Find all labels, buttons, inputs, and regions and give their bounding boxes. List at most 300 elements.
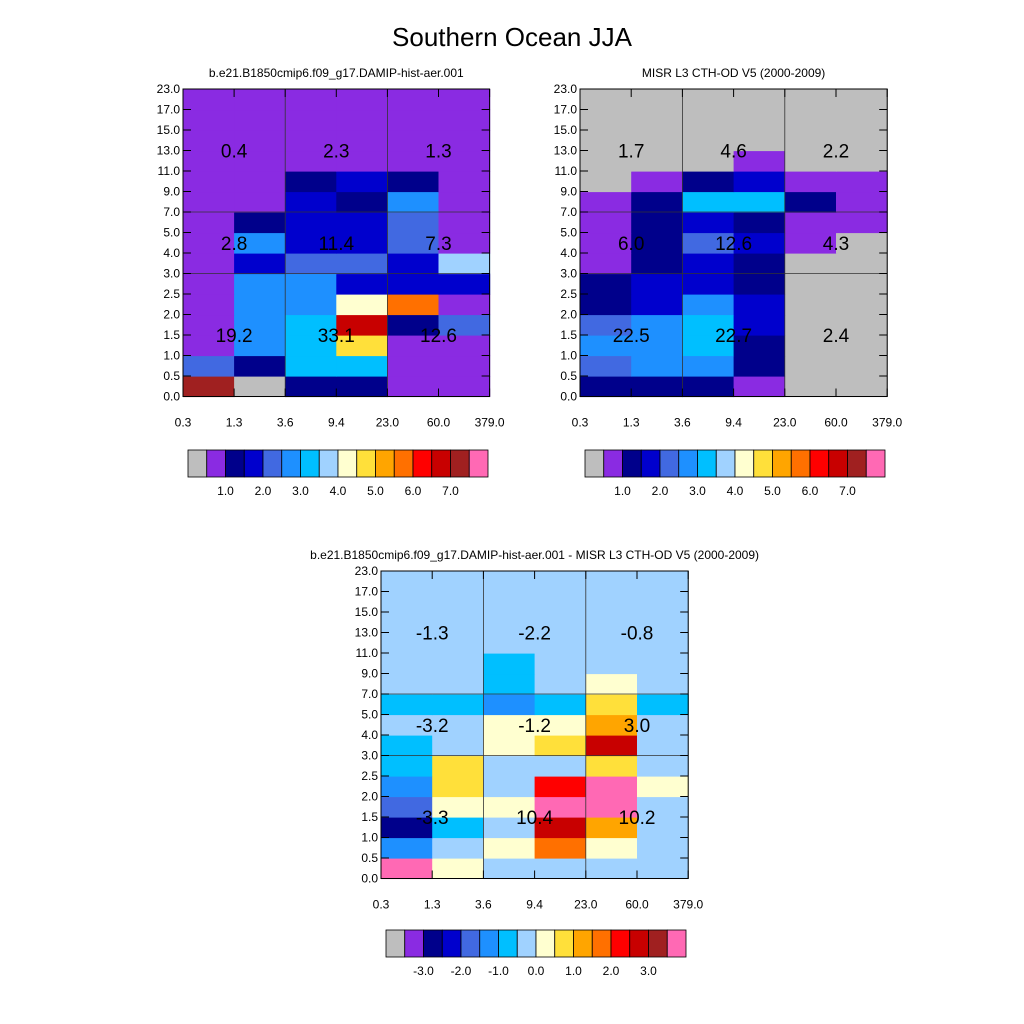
colorbar-label: 5.0 <box>764 484 781 498</box>
colorbar-swatch <box>555 930 574 957</box>
group-value-label: 2.3 <box>323 141 350 163</box>
heatmap-cell <box>432 674 484 695</box>
heatmap-cell <box>234 89 286 110</box>
heatmap-cell <box>637 592 689 613</box>
group-value-label: 6.0 <box>617 233 645 255</box>
x-tick-label: 0.3 <box>174 415 192 430</box>
heatmap-cell <box>580 171 632 192</box>
colorbar-swatch <box>829 450 848 477</box>
y-tick-label: 15.0 <box>354 605 378 619</box>
heatmap-cell <box>836 89 888 110</box>
heatmap-cell <box>631 294 683 315</box>
heatmap-cell <box>535 653 587 674</box>
colorbar-swatch <box>517 930 536 957</box>
heatmap-cell <box>439 253 491 274</box>
heatmap-cell <box>631 110 683 131</box>
heatmap-cell <box>183 376 235 397</box>
heatmap-cell <box>785 274 837 295</box>
colorbar-label: 6.0 <box>404 484 422 498</box>
heatmap-cell <box>234 294 286 315</box>
heatmap-cell <box>785 253 837 274</box>
group-value-label: 7.3 <box>425 233 452 255</box>
heatmap-cell <box>183 212 235 233</box>
heatmap-cell <box>785 192 837 213</box>
heatmap-cell <box>234 110 286 131</box>
heatmap-cell <box>432 694 484 715</box>
heatmap-cell <box>234 192 286 213</box>
heatmap-cell <box>285 356 337 377</box>
y-tick-label: 17.0 <box>553 102 577 117</box>
panel-title: b.e21.B1850cmip6.f09_g17.DAMIP-hist-aer.001 - MISR L3 CTH-OD V5 (2000-2009) <box>310 548 760 562</box>
y-tick-label: 9.0 <box>560 184 577 199</box>
heatmap-cell <box>483 858 535 879</box>
x-tick-label: 60.0 <box>625 897 649 912</box>
y-tick-label: 9.0 <box>361 666 378 681</box>
heatmap-cell <box>183 171 235 192</box>
heatmap-cell <box>336 171 388 192</box>
heatmap-cell <box>285 212 337 233</box>
colorbar-swatch <box>207 450 226 477</box>
heatmap-cell <box>637 776 689 797</box>
y-tick-label: 5.0 <box>361 707 378 722</box>
y-tick-label: 3.0 <box>560 266 577 281</box>
heatmap-cell <box>439 376 491 397</box>
colorbar-swatch <box>188 450 207 477</box>
colorbar-swatch <box>630 930 649 957</box>
heatmap-cell <box>580 110 632 131</box>
y-tick-label: 0.0 <box>163 389 180 404</box>
colorbar-swatch <box>461 930 480 957</box>
heatmap-cell <box>535 674 587 695</box>
panel-title: MISR L3 CTH-OD V5 (2000-2009) <box>641 66 826 80</box>
heatmap-cell <box>483 776 535 797</box>
y-tick-label: 7.0 <box>163 205 180 219</box>
heatmap-cell <box>580 89 632 110</box>
heatmap-cell <box>483 653 535 674</box>
group-value-label: 22.5 <box>612 326 650 347</box>
colorbar-swatch <box>413 450 432 477</box>
colorbar-swatch <box>282 450 301 477</box>
colorbar-label: 1.0 <box>614 484 631 498</box>
heatmap-cell <box>432 858 484 879</box>
colorbar-label: 5.0 <box>367 484 384 498</box>
x-tick-label: 60.0 <box>426 415 451 430</box>
y-tick-label: 7.0 <box>361 687 378 701</box>
y-tick-label: 17.0 <box>354 584 378 599</box>
group-value-label: 0.4 <box>220 141 248 163</box>
colorbar-label: 3.0 <box>292 484 309 498</box>
group-value-label: -2.2 <box>518 623 551 645</box>
y-tick-label: 1.5 <box>560 328 577 342</box>
heatmap-cell <box>439 171 491 192</box>
colorbar-swatch <box>791 450 810 477</box>
y-tick-label: 23.0 <box>354 564 378 578</box>
colorbar-label: 6.0 <box>801 484 819 498</box>
y-tick-label: 3.0 <box>163 266 180 281</box>
y-tick-label: 0.5 <box>560 369 577 383</box>
x-tick-label: 1.3 <box>225 415 243 430</box>
heatmap-cell <box>336 192 388 213</box>
group-value-label: 2.4 <box>822 326 850 347</box>
colorbar-label: 3.0 <box>689 484 706 498</box>
colorbar-swatch <box>499 930 518 957</box>
heatmap-cell <box>387 89 439 110</box>
colorbar-swatch <box>432 450 451 477</box>
heatmap-cell <box>580 274 632 295</box>
group-value-label: -3.3 <box>415 808 449 829</box>
colorbar-swatch <box>451 450 470 477</box>
x-tick-label: 9.4 <box>725 415 742 430</box>
colorbar-swatch <box>773 450 792 477</box>
heatmap-cell <box>586 571 638 592</box>
x-tick-label: 23.0 <box>375 415 400 430</box>
y-tick-label: 0.5 <box>361 851 378 865</box>
heatmap-cell <box>381 694 433 715</box>
colorbar-label: -2.0 <box>450 964 472 978</box>
group-value-label: 4.6 <box>720 141 747 163</box>
heatmap-cell <box>734 212 786 233</box>
heatmap-cell <box>183 110 235 131</box>
heatmap-cell <box>483 756 535 777</box>
heatmap-cell <box>637 756 689 777</box>
group-value-label: 10.4 <box>516 808 554 829</box>
heatmap-cell <box>387 192 439 213</box>
heatmap-cell <box>285 294 337 315</box>
heatmap-cell <box>432 592 484 613</box>
heatmap-cell <box>580 294 632 315</box>
panel-obs <box>554 66 903 498</box>
heatmap-cell <box>586 694 638 715</box>
heatmap-cell <box>387 376 439 397</box>
heatmap-cell <box>580 376 632 397</box>
y-tick-label: 3.0 <box>361 748 378 763</box>
heatmap-cell <box>336 89 388 110</box>
colorbar-swatch <box>357 450 376 477</box>
heatmap-cell <box>285 171 337 192</box>
colorbar-swatch <box>866 450 885 477</box>
colorbar-label: 0.0 <box>527 964 545 978</box>
y-tick-label: 15.0 <box>553 123 577 137</box>
heatmap-cell <box>285 274 337 295</box>
heatmap-cell <box>285 89 337 110</box>
group-value-label: 12.6 <box>715 233 753 255</box>
colorbar-label: 7.0 <box>442 484 459 498</box>
colorbar-label: 4.0 <box>726 484 744 498</box>
colorbar-swatch <box>469 450 488 477</box>
heatmap-cell <box>734 89 786 110</box>
heatmap-cell <box>387 212 439 233</box>
heatmap-cell <box>836 110 888 131</box>
group-value-label: 3.0 <box>623 715 651 737</box>
heatmap-cell <box>580 356 632 377</box>
heatmap-cell <box>381 674 433 695</box>
heatmap-cell <box>631 274 683 295</box>
heatmap-cell <box>631 253 683 274</box>
heatmap-cell <box>785 171 837 192</box>
y-tick-label: 0.0 <box>560 389 577 404</box>
colorbar-swatch <box>611 930 630 957</box>
colorbar-label: 4.0 <box>329 484 347 498</box>
heatmap-cell <box>387 253 439 274</box>
figure-title: Southern Ocean JJA <box>392 22 632 52</box>
colorbar-swatch <box>263 450 282 477</box>
x-tick-label: 379.0 <box>673 897 704 912</box>
colorbar-swatch <box>338 450 357 477</box>
heatmap-cell <box>682 212 734 233</box>
heatmap-cell <box>637 858 689 879</box>
heatmap-cell <box>336 212 388 233</box>
x-tick-label: 0.3 <box>571 415 589 430</box>
heatmap-cell <box>785 294 837 315</box>
panel-model <box>157 66 505 498</box>
colorbar-swatch <box>592 930 611 957</box>
heatmap-cell <box>682 253 734 274</box>
x-tick-label: 60.0 <box>824 415 848 430</box>
heatmap-cell <box>439 89 491 110</box>
heatmap-cell <box>836 212 888 233</box>
colorbar-swatch <box>679 450 698 477</box>
panel-title: b.e21.B1850cmip6.f09_g17.DAMIP-hist-aer.001 <box>208 66 464 80</box>
y-tick-label: 5.0 <box>163 225 180 240</box>
heatmap-cell <box>734 192 786 213</box>
heatmap-cell <box>586 838 638 859</box>
y-tick-label: 1.5 <box>163 328 180 342</box>
group-value-label: -3.2 <box>415 715 449 737</box>
heatmap-cell <box>682 294 734 315</box>
heatmap-cell <box>285 376 337 397</box>
group-value-label: -1.2 <box>518 715 551 737</box>
heatmap-cell <box>381 838 433 859</box>
heatmap-cell <box>586 756 638 777</box>
heatmap-cell <box>631 376 683 397</box>
heatmap-cell <box>734 376 786 397</box>
heatmap-cell <box>336 253 388 274</box>
y-tick-label: 2.0 <box>163 307 180 322</box>
y-tick-label: 11.0 <box>554 164 577 178</box>
colorbar-swatch <box>480 930 499 957</box>
heatmap-cell <box>637 694 689 715</box>
heatmap-cell <box>234 253 286 274</box>
heatmap-cell <box>183 294 235 315</box>
x-tick-label: 1.3 <box>423 897 441 912</box>
x-tick-label: 9.4 <box>327 415 345 430</box>
y-tick-label: 17.0 <box>156 102 180 117</box>
y-tick-label: 0.0 <box>361 871 378 886</box>
heatmap-cell <box>183 253 235 274</box>
y-tick-label: 15.0 <box>156 123 180 137</box>
heatmap-cell <box>183 89 235 110</box>
panel-difference <box>310 548 759 978</box>
heatmap-cell <box>234 212 286 233</box>
group-value-label: 11.4 <box>318 233 355 255</box>
heatmap-cell <box>535 858 587 879</box>
heatmap-cell <box>387 171 439 192</box>
heatmap-cell <box>836 253 888 274</box>
heatmap-cell <box>285 110 337 131</box>
heatmap-cell <box>439 356 491 377</box>
group-value-label: 1.3 <box>425 141 452 163</box>
heatmap-cell <box>535 838 587 859</box>
colorbar-swatch <box>716 450 735 477</box>
colorbar-swatch <box>604 450 623 477</box>
colorbar-swatch <box>698 450 717 477</box>
heatmap-cell <box>234 376 286 397</box>
heatmap-cell <box>637 674 689 695</box>
heatmap-cell <box>535 735 587 756</box>
y-tick-label: 1.5 <box>361 810 378 824</box>
y-tick-label: 1.0 <box>361 830 378 845</box>
heatmap-cell <box>586 653 638 674</box>
heatmap-cell <box>682 356 734 377</box>
y-tick-label: 13.0 <box>354 625 378 640</box>
colorbar-swatch <box>848 450 867 477</box>
x-tick-label: 9.4 <box>526 897 543 912</box>
heatmap-cell <box>836 376 888 397</box>
heatmap-cell <box>387 274 439 295</box>
heatmap-cell <box>586 858 638 879</box>
heatmap-cell <box>336 110 388 131</box>
heatmap-cell <box>483 674 535 695</box>
heatmap-cell <box>336 294 388 315</box>
y-tick-label: 2.5 <box>163 287 180 301</box>
y-tick-label: 2.5 <box>361 769 378 783</box>
heatmap-cell <box>785 356 837 377</box>
y-tick-label: 5.0 <box>560 225 577 240</box>
colorbar-swatch <box>405 930 424 957</box>
colorbar-swatch <box>660 450 679 477</box>
colorbar-swatch <box>641 450 660 477</box>
y-tick-label: 11.0 <box>355 646 378 660</box>
group-value-label: 2.8 <box>220 233 248 255</box>
heatmap-cell <box>285 253 337 274</box>
colorbar-swatch <box>442 930 461 957</box>
heatmap-cell <box>682 192 734 213</box>
heatmap-cell <box>785 212 837 233</box>
colorbar-swatch <box>536 930 555 957</box>
heatmap-cell <box>336 274 388 295</box>
group-value-label: 2.2 <box>822 141 850 163</box>
colorbar-swatch <box>735 450 754 477</box>
heatmap-cell <box>439 110 491 131</box>
y-tick-label: 23.0 <box>553 82 577 96</box>
group-value-label: 33.1 <box>317 326 355 347</box>
group-value-label: 1.7 <box>617 141 645 163</box>
x-tick-label: 379.0 <box>474 415 505 430</box>
heatmap-cell <box>836 356 888 377</box>
colorbar-label: 1.0 <box>217 484 234 498</box>
colorbar-swatch <box>623 450 642 477</box>
colorbar-swatch <box>376 450 395 477</box>
heatmap-cell <box>432 653 484 674</box>
y-tick-label: 1.0 <box>163 348 180 363</box>
heatmap-cell <box>432 838 484 859</box>
group-value-label: 10.2 <box>618 808 656 829</box>
heatmap-cell <box>580 192 632 213</box>
heatmap-cell <box>836 171 888 192</box>
heatmap-cell <box>631 212 683 233</box>
colorbar-swatch <box>424 930 443 957</box>
y-tick-label: 4.0 <box>560 246 577 260</box>
group-value-label: -1.3 <box>415 623 449 645</box>
x-tick-label: 3.6 <box>674 415 691 430</box>
heatmap-cell <box>682 110 734 131</box>
heatmap-cell <box>483 592 535 613</box>
colorbar-swatch <box>244 450 263 477</box>
heatmap-cell <box>586 735 638 756</box>
x-tick-label: 3.6 <box>475 897 492 912</box>
heatmap-cell <box>381 571 433 592</box>
heatmap-cell <box>734 171 786 192</box>
y-tick-label: 4.0 <box>163 246 180 260</box>
y-tick-label: 13.0 <box>553 143 577 158</box>
heatmap-cell <box>682 171 734 192</box>
heatmap-cell <box>432 735 484 756</box>
y-tick-label: 1.0 <box>560 348 577 363</box>
colorbar-label: -1.0 <box>488 964 509 978</box>
heatmap-cell <box>586 776 638 797</box>
heatmap-cell <box>682 89 734 110</box>
heatmap-cell <box>285 192 337 213</box>
heatmap-cell <box>785 110 837 131</box>
y-tick-label: 11.0 <box>157 164 180 178</box>
heatmap-cell <box>580 253 632 274</box>
colorbar-label: 1.0 <box>565 964 582 978</box>
heatmap-cell <box>483 735 535 756</box>
group-value-label: 22.7 <box>715 326 753 347</box>
x-tick-label: 3.6 <box>276 415 294 430</box>
heatmap-cell <box>836 274 888 295</box>
heatmap-cell <box>734 253 786 274</box>
heatmap-cell <box>381 653 433 674</box>
x-tick-label: 23.0 <box>773 415 797 430</box>
x-tick-label: 1.3 <box>622 415 640 430</box>
heatmap-cell <box>586 674 638 695</box>
y-tick-label: 2.0 <box>361 789 378 804</box>
y-tick-label: 2.0 <box>560 307 577 322</box>
heatmap-cell <box>183 192 235 213</box>
heatmap-cell <box>631 356 683 377</box>
heatmap-cell <box>336 376 388 397</box>
colorbar-label: 2.0 <box>602 964 620 978</box>
colorbar-swatch <box>319 450 338 477</box>
heatmap-cell <box>637 653 689 674</box>
group-value-label: 19.2 <box>215 326 253 347</box>
heatmap-cell <box>734 294 786 315</box>
colorbar-swatch <box>386 930 405 957</box>
colorbar-swatch <box>810 450 829 477</box>
heatmap-cell <box>183 274 235 295</box>
heatmap-cell <box>183 356 235 377</box>
heatmap-cell <box>535 694 587 715</box>
x-tick-label: 379.0 <box>872 415 903 430</box>
colorbar-label: 7.0 <box>839 484 856 498</box>
heatmap-cell <box>734 356 786 377</box>
heatmap-cell <box>836 294 888 315</box>
colorbar-swatch <box>649 930 668 957</box>
colorbar-label: -3.0 <box>413 964 434 978</box>
heatmap-cell <box>432 776 484 797</box>
heatmap-cell <box>439 212 491 233</box>
heatmap-cell <box>785 89 837 110</box>
colorbar-swatch <box>754 450 773 477</box>
heatmap-cell <box>387 356 439 377</box>
heatmap-cell <box>381 592 433 613</box>
heatmap-cell <box>381 776 433 797</box>
heatmap-cell <box>535 776 587 797</box>
heatmap-cell <box>682 274 734 295</box>
colorbar-swatch <box>226 450 245 477</box>
heatmap-cell <box>381 735 433 756</box>
